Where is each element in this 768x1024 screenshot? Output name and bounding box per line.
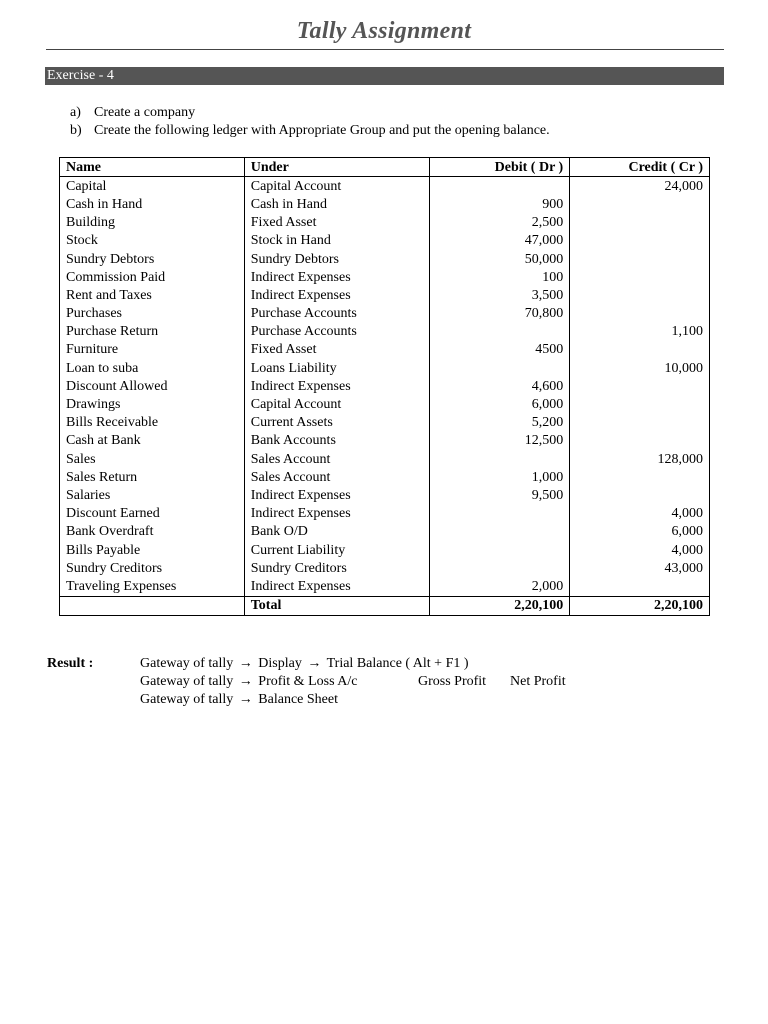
cell-under: Indirect Expenses	[244, 377, 430, 395]
table-row	[60, 559, 710, 577]
cell-name: Furniture	[60, 341, 245, 359]
cell-debit: 70,800	[430, 305, 570, 323]
total-row	[60, 596, 710, 615]
header-under: Under	[244, 158, 430, 177]
table-row	[60, 341, 710, 359]
cell-debit: 2,500	[430, 214, 570, 232]
cell-under: Sales Account	[244, 468, 430, 486]
table-row	[60, 323, 710, 341]
table-row	[60, 359, 710, 377]
cell-under: Fixed Asset	[244, 341, 430, 359]
net-profit-label: Net Profit	[510, 674, 566, 689]
cell-name: Rent and Taxes	[60, 286, 245, 304]
table-header-row	[60, 158, 710, 177]
cell-debit: 5,200	[430, 414, 570, 432]
cell-debit: 50,000	[430, 250, 570, 268]
cell-debit	[430, 359, 570, 377]
cell-debit: 9,500	[430, 486, 570, 504]
header-debit: Debit ( Dr )	[430, 158, 570, 177]
cell-debit	[430, 523, 570, 541]
instruction-item	[70, 122, 550, 140]
cell-under: Capital Account	[244, 395, 430, 413]
cell-under: Sundry Debtors	[244, 250, 430, 268]
cell-debit	[430, 559, 570, 577]
cell-credit	[570, 195, 710, 213]
cell-name: Building	[60, 214, 245, 232]
cell-name: Sundry Debtors	[60, 250, 245, 268]
cell-debit: 6,000	[430, 395, 570, 413]
table-row	[60, 577, 710, 596]
table-row	[60, 250, 710, 268]
gross-profit-label: Gross Profit	[418, 674, 487, 689]
cell-credit: 128,000	[570, 450, 710, 468]
cell-under: Bank Accounts	[244, 432, 430, 450]
instruction-marker: a)	[70, 105, 81, 120]
instruction-text: Create a company	[94, 105, 196, 120]
result-lines	[140, 655, 700, 709]
page-title: Tally Assignment	[296, 18, 472, 44]
cell-credit	[570, 377, 710, 395]
table-row	[60, 523, 710, 541]
cell-under: Sundry Creditors	[244, 559, 430, 577]
result-line-profit-loss	[140, 673, 700, 691]
header-credit: Credit ( Cr )	[570, 158, 710, 177]
cell-credit: 4,000	[570, 505, 710, 523]
cell-credit	[570, 286, 710, 304]
path-step: Display	[258, 656, 302, 671]
table-row	[60, 541, 710, 559]
cell-debit: 4,600	[430, 377, 570, 395]
cell-under: Loans Liability	[244, 359, 430, 377]
cell-name: Salaries	[60, 486, 245, 504]
cell-under: Bank O/D	[244, 523, 430, 541]
table-row	[60, 214, 710, 232]
cell-debit: 3,500	[430, 286, 570, 304]
cell-under: Current Assets	[244, 414, 430, 432]
path-step: Gateway of tally	[140, 692, 234, 707]
cell-debit: 900	[430, 195, 570, 213]
cell-name: Sundry Creditors	[60, 559, 245, 577]
cell-under: Indirect Expenses	[244, 505, 430, 523]
cell-credit	[570, 341, 710, 359]
exercise-banner: Exercise - 4	[45, 67, 724, 85]
ledger-body	[60, 177, 710, 596]
right-arrow-icon: →	[238, 692, 253, 707]
cell-name: Commission Paid	[60, 268, 245, 286]
cell-name: Capital	[60, 177, 245, 196]
table-row	[60, 486, 710, 504]
cell-name: Loan to suba	[60, 359, 245, 377]
cell-under: Capital Account	[244, 177, 430, 196]
cell-under: Indirect Expenses	[244, 268, 430, 286]
cell-debit	[430, 541, 570, 559]
result-label: Result :	[47, 656, 94, 671]
cell-credit	[570, 486, 710, 504]
table-row	[60, 395, 710, 413]
cell-credit	[570, 577, 710, 596]
cell-debit: 2,000	[430, 577, 570, 596]
table-row	[60, 414, 710, 432]
cell-credit	[570, 432, 710, 450]
cell-name: Drawings	[60, 395, 245, 413]
cell-name: Purchase Return	[60, 323, 245, 341]
table-row	[60, 232, 710, 250]
table-row	[60, 177, 710, 196]
table-row	[60, 305, 710, 323]
total-label: Total	[244, 596, 430, 615]
cell-name: Sales Return	[60, 468, 245, 486]
cell-name: Traveling Expenses	[60, 577, 245, 596]
cell-under: Stock in Hand	[244, 232, 430, 250]
instructions-list	[70, 104, 550, 140]
cell-debit	[430, 450, 570, 468]
cell-credit: 24,000	[570, 177, 710, 196]
path-step: Gateway of tally	[140, 656, 234, 671]
cell-under: Cash in Hand	[244, 195, 430, 213]
cell-under: Indirect Expenses	[244, 486, 430, 504]
instruction-marker: b)	[70, 123, 82, 138]
table-row	[60, 377, 710, 395]
cell-name: Bank Overdraft	[60, 523, 245, 541]
cell-name: Stock	[60, 232, 245, 250]
cell-debit	[430, 505, 570, 523]
title-divider	[46, 49, 724, 50]
right-arrow-icon: →	[307, 656, 322, 671]
right-arrow-icon: →	[238, 656, 253, 671]
instruction-text: Create the following ledger with Appropriate Group and put the opening balance.	[94, 123, 550, 138]
cell-credit	[570, 250, 710, 268]
cell-debit: 4500	[430, 341, 570, 359]
cell-credit	[570, 395, 710, 413]
path-step: Balance Sheet	[258, 692, 338, 707]
cell-under: Sales Account	[244, 450, 430, 468]
cell-under: Indirect Expenses	[244, 577, 430, 596]
cell-credit: 4,000	[570, 541, 710, 559]
cell-name: Sales	[60, 450, 245, 468]
path-step: Gateway of tally	[140, 674, 234, 689]
table-row	[60, 505, 710, 523]
cell-credit: 1,100	[570, 323, 710, 341]
table-row	[60, 432, 710, 450]
cell-debit: 12,500	[430, 432, 570, 450]
table-row	[60, 286, 710, 304]
cell-credit: 43,000	[570, 559, 710, 577]
cell-name: Discount Allowed	[60, 377, 245, 395]
cell-name: Purchases	[60, 305, 245, 323]
cell-credit	[570, 468, 710, 486]
cell-credit	[570, 305, 710, 323]
cell-under: Indirect Expenses	[244, 286, 430, 304]
header-name: Name	[60, 158, 245, 177]
total-empty-cell	[60, 596, 245, 615]
cell-debit	[430, 323, 570, 341]
cell-name: Bills Receivable	[60, 414, 245, 432]
cell-name: Cash at Bank	[60, 432, 245, 450]
table-row	[60, 468, 710, 486]
cell-under: Fixed Asset	[244, 214, 430, 232]
cell-name: Bills Payable	[60, 541, 245, 559]
cell-under: Purchase Accounts	[244, 305, 430, 323]
cell-name: Cash in Hand	[60, 195, 245, 213]
cell-under: Current Liability	[244, 541, 430, 559]
cell-credit	[570, 232, 710, 250]
cell-credit	[570, 414, 710, 432]
cell-credit	[570, 268, 710, 286]
cell-credit: 6,000	[570, 523, 710, 541]
cell-debit: 1,000	[430, 468, 570, 486]
instruction-item	[70, 104, 550, 122]
total-debit: 2,20,100	[430, 596, 570, 615]
table-row	[60, 268, 710, 286]
cell-debit: 100	[430, 268, 570, 286]
path-step: Profit & Loss A/c	[258, 674, 358, 689]
cell-debit	[430, 177, 570, 196]
path-step: Trial Balance ( Alt + F1 )	[326, 656, 469, 671]
result-line-trial-balance	[140, 655, 700, 673]
cell-credit	[570, 214, 710, 232]
table-row	[60, 195, 710, 213]
result-line-balance-sheet	[140, 691, 700, 709]
ledger-table	[59, 157, 710, 616]
total-credit: 2,20,100	[570, 596, 710, 615]
cell-debit: 47,000	[430, 232, 570, 250]
cell-name: Discount Earned	[60, 505, 245, 523]
right-arrow-icon: →	[238, 674, 253, 689]
cell-under: Purchase Accounts	[244, 323, 430, 341]
cell-credit: 10,000	[570, 359, 710, 377]
table-row	[60, 450, 710, 468]
